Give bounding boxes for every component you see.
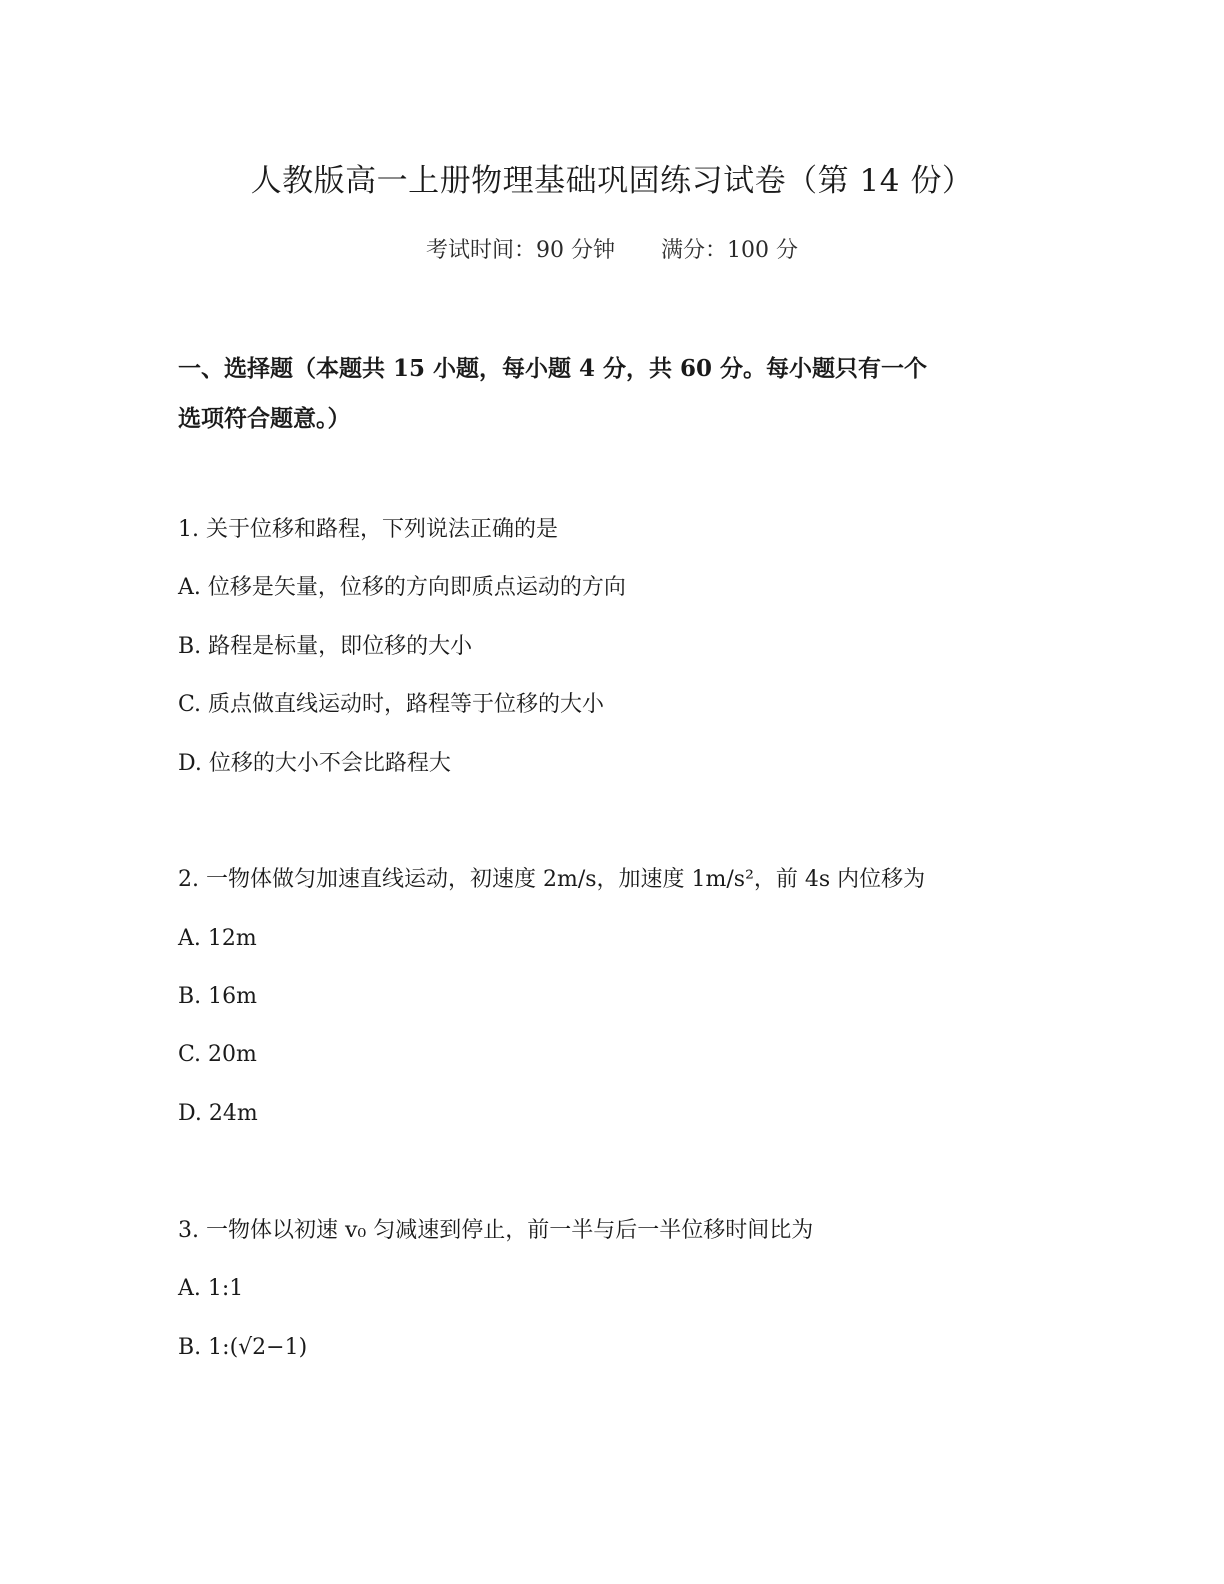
question-3-option-b: B. 1:(√2−1): [178, 1335, 308, 1360]
section-heading-line-2: 选项符合题意。）: [178, 405, 351, 432]
section-heading-line-1: 一、选择题（本题共 15 小题，每小题 4 分，共 60 分。每小题只有一个: [178, 355, 928, 382]
full-score: 满分：100 分: [661, 238, 798, 263]
question-2-option-d: D. 24m: [178, 1101, 258, 1126]
question-3-option-a: A. 1:1: [178, 1276, 244, 1301]
page-title: 人教版高一上册物理基础巩固练习试卷（第 14 份）: [250, 163, 974, 199]
question-1-option-d: D. 位移的大小不会比路程大: [178, 751, 451, 776]
exam-time: 考试时间：90 分钟: [426, 238, 615, 263]
question-1-option-b: B. 路程是标量，即位移的大小: [178, 634, 473, 659]
question-2-option-b: B. 16m: [178, 984, 258, 1009]
exam-info: [0, 234, 1224, 268]
question-1-option-c: C. 质点做直线运动时，路程等于位移的大小: [178, 692, 605, 717]
question-2-option-c: C. 20m: [178, 1042, 257, 1067]
question-1-stem: 1. 关于位移和路程，下列说法正确的是: [178, 517, 558, 542]
question-1-option-a: A. 位移是矢量，位移的方向即质点运动的方向: [178, 575, 626, 600]
question-2-option-a: A. 12m: [178, 926, 257, 951]
question-3-stem: 3. 一物体以初速 v₀ 匀减速到停止，前一半与后一半位移时间比为: [178, 1218, 814, 1243]
question-2-stem: 2. 一物体做匀加速直线运动，初速度 2m/s，加速度 1m/s²，前 4s 内位移为: [178, 867, 926, 892]
